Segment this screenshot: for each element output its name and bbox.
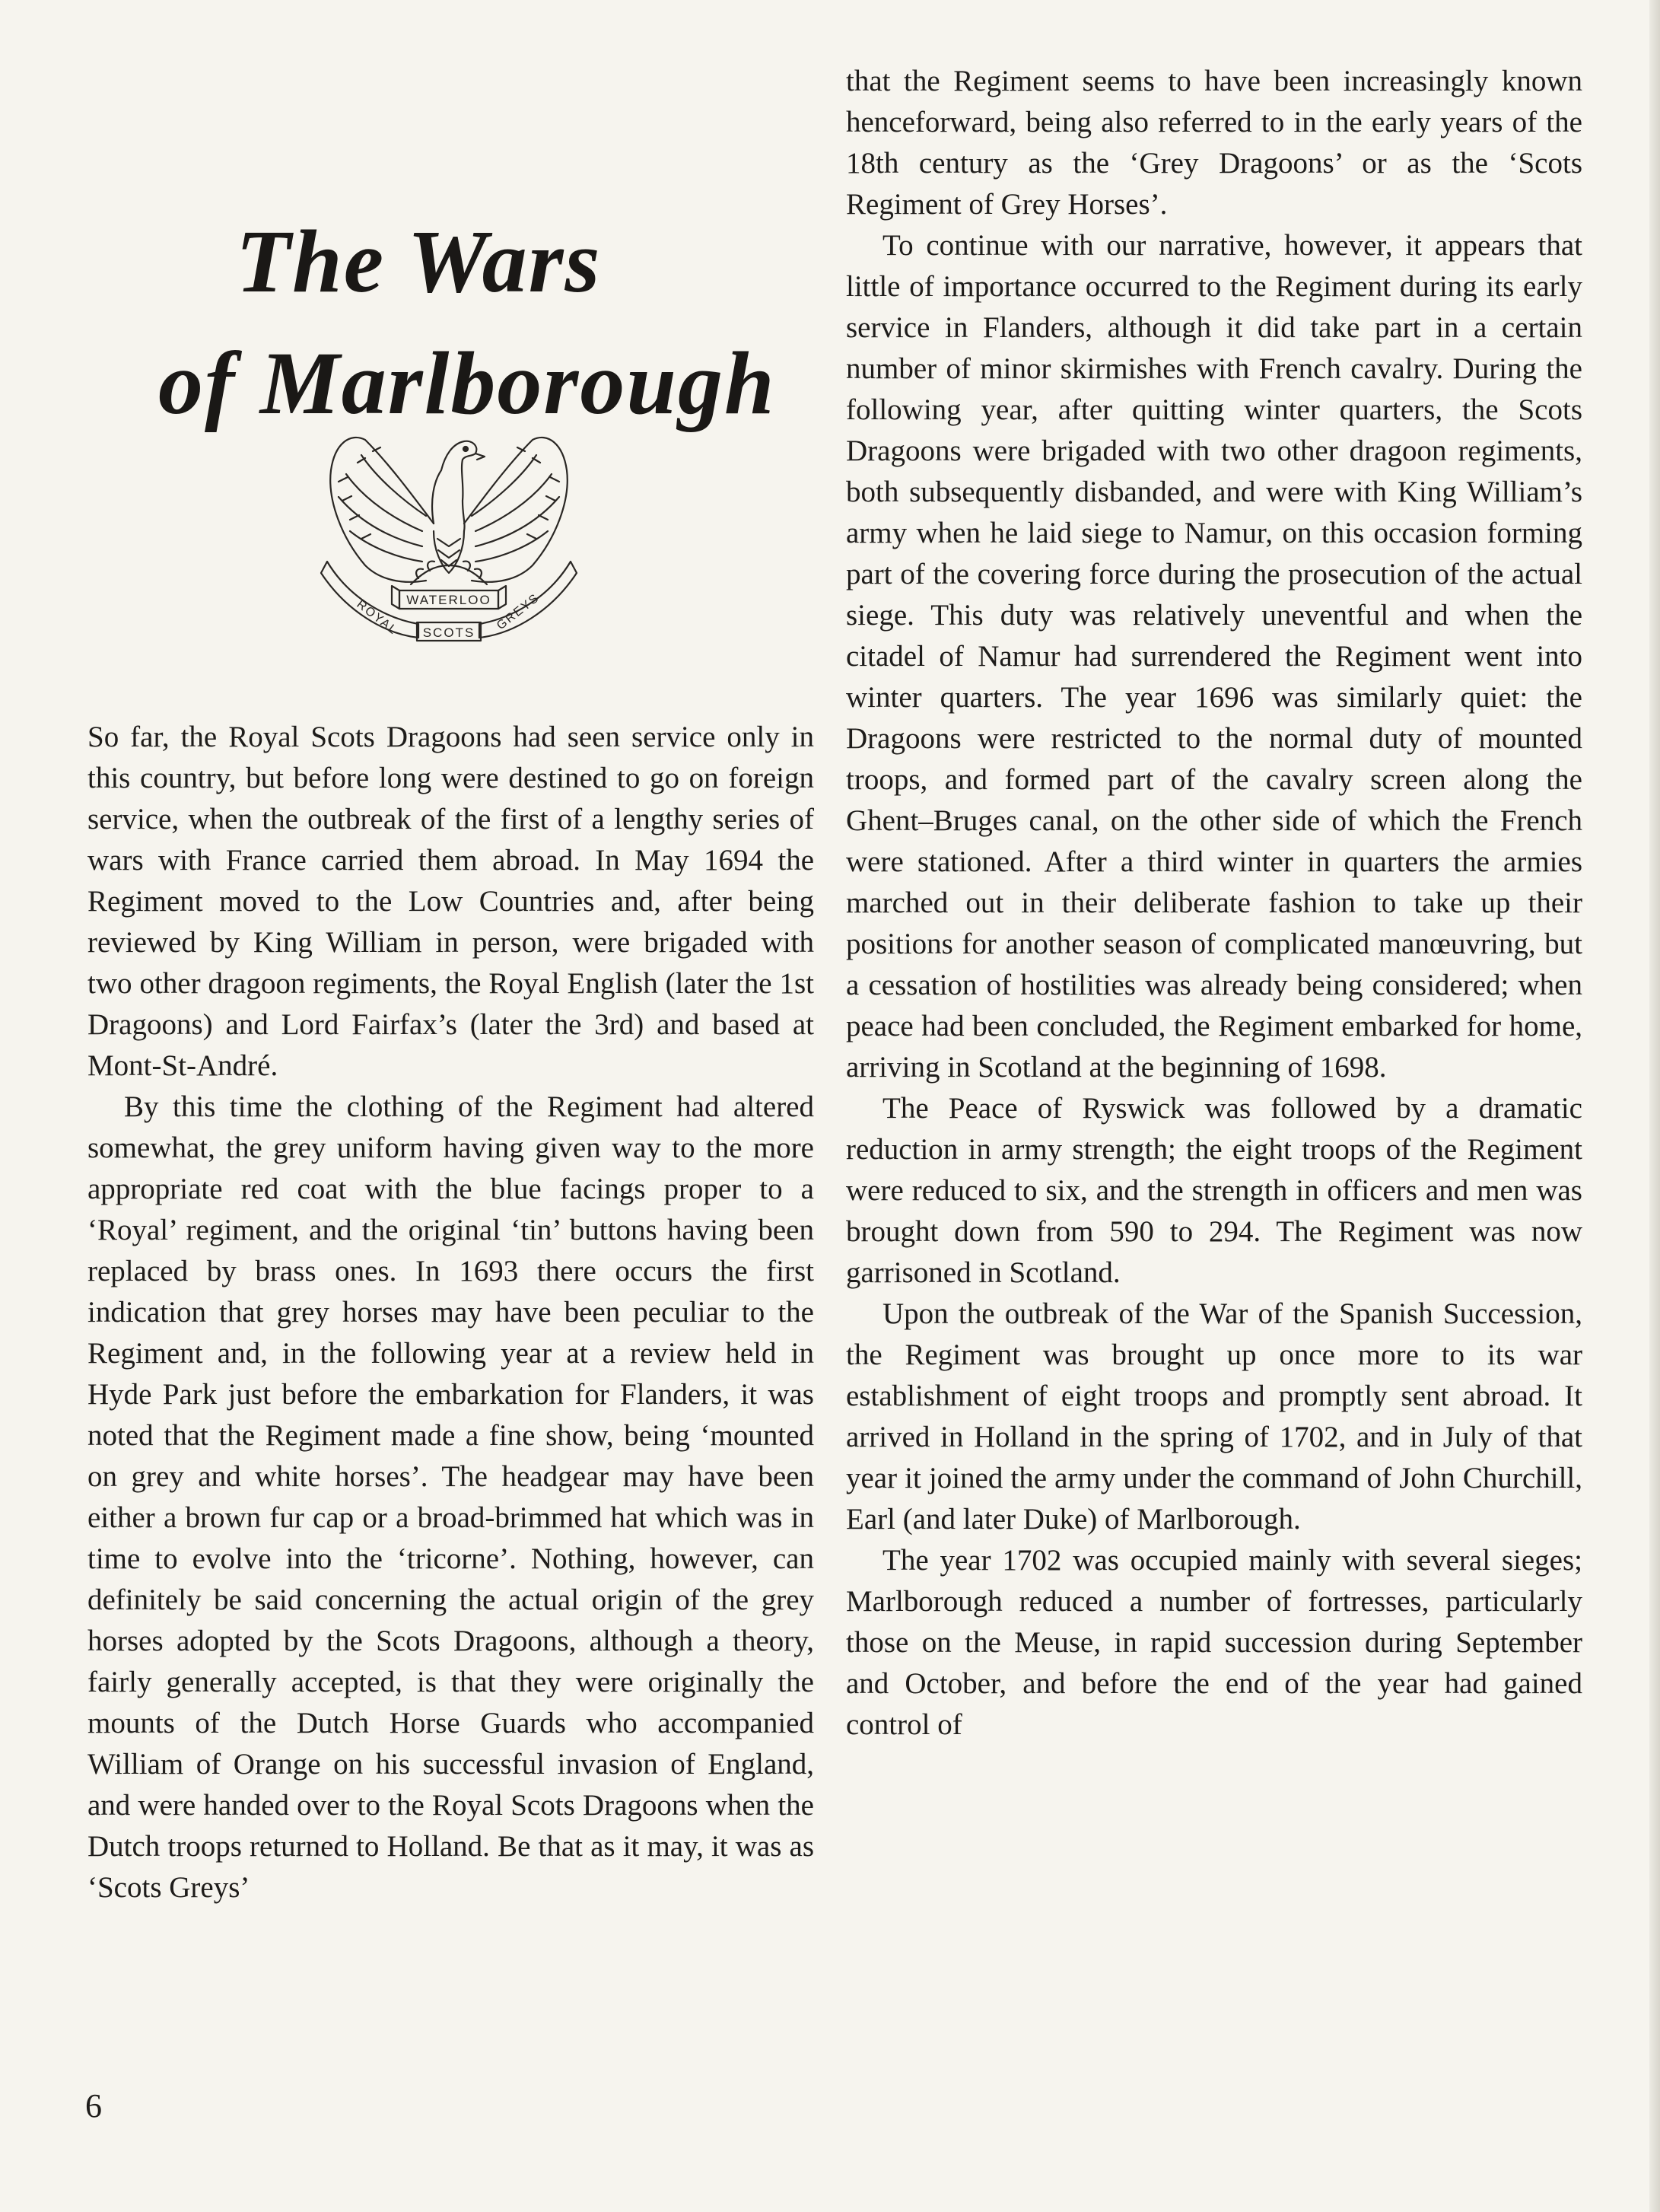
- badge-ribbon-left-text: ROYAL: [354, 597, 400, 638]
- right-paragraph-4: Upon the outbreak of the War of the Spanish Succession, the Regiment was brought up once more to its war establishment of eight troops and promptly sent abroad. It arrived in Holland in the spring of 1702, and in July of that year it joined the army under the command of John Churchill, Earl (and later Duke) of Marlborough.: [846, 1297, 1582, 1536]
- chapter-title-line-1: The Wars: [236, 212, 602, 312]
- badge-scroll-text: WATERLOO: [406, 593, 491, 607]
- right-paragraph-2: To continue with our narrative, however, it appears that little of importance occurred to the Regiment during its early service in Flanders, although it did take part in a certain number of minor skirmishes with French cavalry. During the following year, after quitting winter quarters, the Scots Dragoons were brigaded with two other dragoon regiments, both subsequently disbanded, and were with King William’s army when he laid siege to Namur, on this occasion forming part of the covering force during the prosecution of the actual siege. This duty was relatively uneventful and when the citadel of Namur had surrendered the Regiment went into winter quarters. The year 1696 was similarly quiet: the Dragoons were restricted to the normal duty of mounted troops, and formed part of the cavalry screen along the Ghent–Bruges canal, on the other side of which the French were stationed. After a third winter in quarters the armies marched out in their deliberate fashion to take up their positions for another season of complicated manœuvring, but a cessation of hostilities was already being considered; when peace had been concluded, the Regiment embarked for home, arriving in Scotland at the beginning of 1698.: [846, 229, 1582, 1084]
- right-paragraph-1: that the Regiment seems to have been increasingly known henceforward, being also referred to in the early years of the 18th century as the ‘Grey Dragoons’ or as the ‘Scots Regiment of Grey Horses’.: [846, 65, 1582, 221]
- right-paragraph-5: The year 1702 was occupied mainly with several sieges; Marlborough reduced a number of fortresses, particularly those on the Meuse, in rapid succession during September and October, and before the end of the year had gained control of: [846, 1544, 1582, 1741]
- badge-ribbon-right-text: GREYS: [494, 591, 542, 633]
- right-paragraph-3: The Peace of Ryswick was followed by a dramatic reduction in army strength; the eight troops of the Regiment were reduced to six, and the strength in officers and men was brought down from 590 to 294. The Regiment was now garrisoned in Scotland.: [846, 1092, 1582, 1289]
- chapter-title-line-2: of Marlborough: [158, 333, 776, 434]
- page-edge: [1649, 0, 1660, 2212]
- badge-ribbon-center-text: SCOTS: [422, 625, 475, 640]
- right-text-column: [846, 61, 1582, 1746]
- left-paragraph-1: So far, the Royal Scots Dragoons had seen service only in this country, but before long were destined to go on foreign service, when the outbreak of the first of a lengthy series of wars with France carried them abroad. In May 1694 the Regiment moved to the Low Countries and, after being reviewed by King William in person, were brigaded with two other dragoon regiments, the Royal English (later the 1st Dragoons) and Lord Fairfax’s (later the 3rd) and based at Mont-St-André.: [87, 721, 814, 1082]
- left-text-column: [87, 717, 814, 1908]
- page-number: 6: [85, 2087, 102, 2124]
- chapter-title: [145, 201, 799, 444]
- left-paragraph-2: By this time the clothing of the Regiment had altered somewhat, the grey uniform having given way to the more appropriate red coat with the blue facings proper to a ‘Royal’ regiment, and the original ‘tin’ buttons having been replaced by brass ones. In 1693 there occurs the first indication that grey horses may have been peculiar to the Regiment and, in the following year at a review held in Hyde Park just before the embarkation for Flanders, it was noted that the Regiment made a fine show, being ‘mounted on grey and white horses’. The headgear may have been either a brown fur cap or a broad-brimmed hat which was in time to evolve into the ‘tricorne’. Nothing, however, can definitely be said concerning the actual origin of the grey horses adopted by the Scots Dragoons, although a theory, fairly generally accepted, is that they were originally the mounts of the Dutch Horse Guards who accompanied William of Orange on his successful invasion of England, and were handed over to the Royal Scots Dragoons when the Dutch troops returned to Holland. Be that as it may, it was as ‘Scots Greys’: [87, 1090, 814, 1904]
- royal-scots-greys-badge: [320, 409, 578, 653]
